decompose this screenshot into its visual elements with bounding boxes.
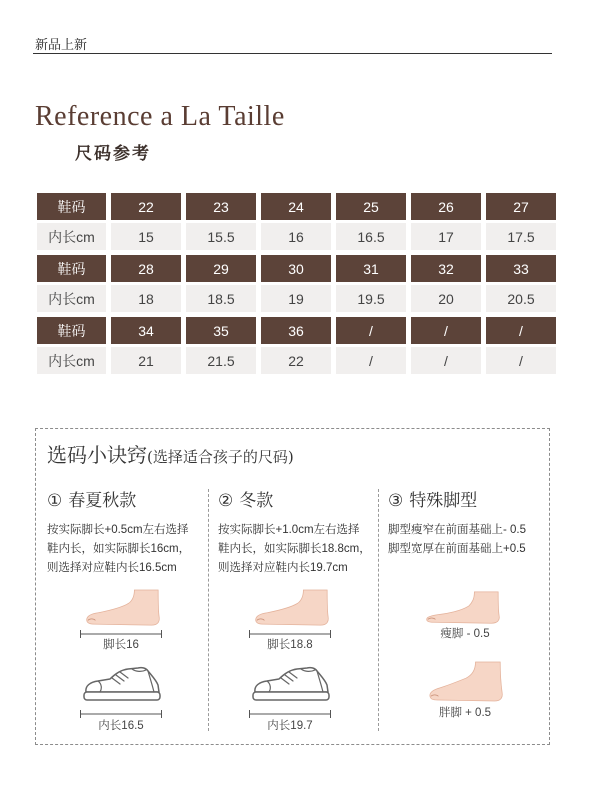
shoe-icon: [251, 666, 331, 704]
tip-number: ①: [47, 491, 63, 511]
length-cell: /: [411, 347, 481, 374]
length-cell: 18: [111, 285, 181, 312]
length-cell: 21: [111, 347, 181, 374]
size-cell: 25: [336, 193, 406, 220]
tip-line: 则选择对应鞋内长19.7cm: [218, 562, 348, 574]
tip-number: ③: [388, 491, 404, 511]
tips-title-sub: (选择适合孩子的尺码): [147, 448, 294, 466]
size-cell: 31: [336, 255, 406, 282]
inner-length-label: 内长19.7: [267, 720, 313, 732]
size-cell: 24: [261, 193, 331, 220]
length-cell: 20.5: [486, 285, 556, 312]
tip-heading: [47, 490, 205, 512]
size-cell: 35: [186, 317, 256, 344]
tip-heading-text: 春夏秋款: [68, 491, 137, 511]
foot-length-label: 脚长18.8: [267, 639, 313, 651]
size-cell: /: [411, 317, 481, 344]
size-label-cell: 鞋码: [37, 317, 106, 344]
size-group: [37, 317, 556, 374]
thin-foot-label: 瘦脚 - 0.5: [440, 628, 490, 640]
tip-column-winter: [218, 490, 376, 734]
inner-length-measure-line: [80, 710, 162, 718]
length-cell: 16: [261, 223, 331, 250]
tips-title: [47, 442, 294, 470]
tip-column-spring-summer-autumn: [47, 490, 205, 734]
size-row: [37, 255, 556, 282]
length-cell: 20: [411, 285, 481, 312]
length-cell: 17: [411, 223, 481, 250]
size-cell: 29: [186, 255, 256, 282]
thin-foot-icon: [425, 590, 501, 626]
wide-foot-label: 胖脚 + 0.5: [438, 707, 492, 719]
size-group: [37, 193, 556, 250]
size-cell: 28: [111, 255, 181, 282]
foot-icon: [85, 588, 161, 628]
foot-length-measure-line: [249, 630, 331, 638]
foot-icon: [254, 588, 330, 628]
size-row: [37, 193, 556, 220]
length-cell: 16.5: [336, 223, 406, 250]
tip-line: 则选择对应鞋内长16.5cm: [47, 562, 177, 574]
size-label-cell: 鞋码: [37, 255, 106, 282]
tip-heading-text: 特殊脚型: [409, 491, 478, 511]
page-title: Reference a La Taille: [35, 101, 285, 132]
inner-length-label: 内长16.5: [98, 720, 144, 732]
size-label-cell: 鞋码: [37, 193, 106, 220]
length-row: [37, 285, 556, 312]
tips-title-main: 选码小诀窍: [47, 443, 147, 467]
page-subtitle: 尺码参考: [75, 144, 151, 163]
length-cell: 19.5: [336, 285, 406, 312]
tip-line: 脚型宽厚在前面基础上+0.5: [388, 543, 526, 555]
tip-column-special-foot-shape: [388, 490, 543, 734]
length-cell: 22: [261, 347, 331, 374]
tip-body: [388, 521, 543, 559]
tip-heading-text: 冬款: [239, 491, 274, 511]
tip-line: 脚型瘦窄在前面基础上- 0.5: [388, 524, 527, 536]
length-cell: 18.5: [186, 285, 256, 312]
tip-line: 鞋内长，如实际脚长16cm，: [47, 543, 191, 555]
size-cell: 33: [486, 255, 556, 282]
tip-body: [47, 521, 205, 578]
length-label-cell: 内长cm: [37, 285, 106, 312]
sizing-tips-box: [35, 428, 550, 745]
inner-length-measure-line: [249, 710, 331, 718]
length-cell: /: [486, 347, 556, 374]
length-row: [37, 347, 556, 374]
size-cell: 22: [111, 193, 181, 220]
length-cell: 15: [111, 223, 181, 250]
size-row: [37, 317, 556, 344]
size-cell: /: [336, 317, 406, 344]
size-cell: 26: [411, 193, 481, 220]
tip-heading: [218, 490, 376, 512]
size-group: [37, 255, 556, 312]
tip-line: 按实际脚长+0.5cm左右选择: [47, 524, 189, 536]
length-label-cell: 内长cm: [37, 223, 106, 250]
size-table: [37, 193, 556, 379]
size-cell: 30: [261, 255, 331, 282]
size-cell: 27: [486, 193, 556, 220]
size-cell: 32: [411, 255, 481, 282]
length-cell: 15.5: [186, 223, 256, 250]
wide-foot-icon: [428, 660, 504, 704]
size-cell: 23: [186, 193, 256, 220]
size-cell: 34: [111, 317, 181, 344]
tip-number: ②: [218, 491, 234, 511]
size-cell: 36: [261, 317, 331, 344]
tip-heading: [388, 490, 543, 512]
size-cell: /: [486, 317, 556, 344]
foot-length-label: 脚长16: [103, 639, 139, 651]
length-cell: 17.5: [486, 223, 556, 250]
shoe-icon: [82, 666, 162, 704]
column-divider: [378, 489, 379, 731]
length-cell: /: [336, 347, 406, 374]
top-divider: [33, 53, 552, 54]
length-row: [37, 223, 556, 250]
foot-length-measure-line: [80, 630, 162, 638]
tip-line: 鞋内长，如实际脚长18.8cm，: [218, 543, 371, 555]
column-divider: [208, 489, 209, 731]
length-cell: 19: [261, 285, 331, 312]
length-cell: 21.5: [186, 347, 256, 374]
new-arrivals-label: 新品上新: [35, 37, 88, 52]
length-label-cell: 内长cm: [37, 347, 106, 374]
tip-line: 按实际脚长+1.0cm左右选择: [218, 524, 360, 536]
tip-body: [218, 521, 376, 578]
